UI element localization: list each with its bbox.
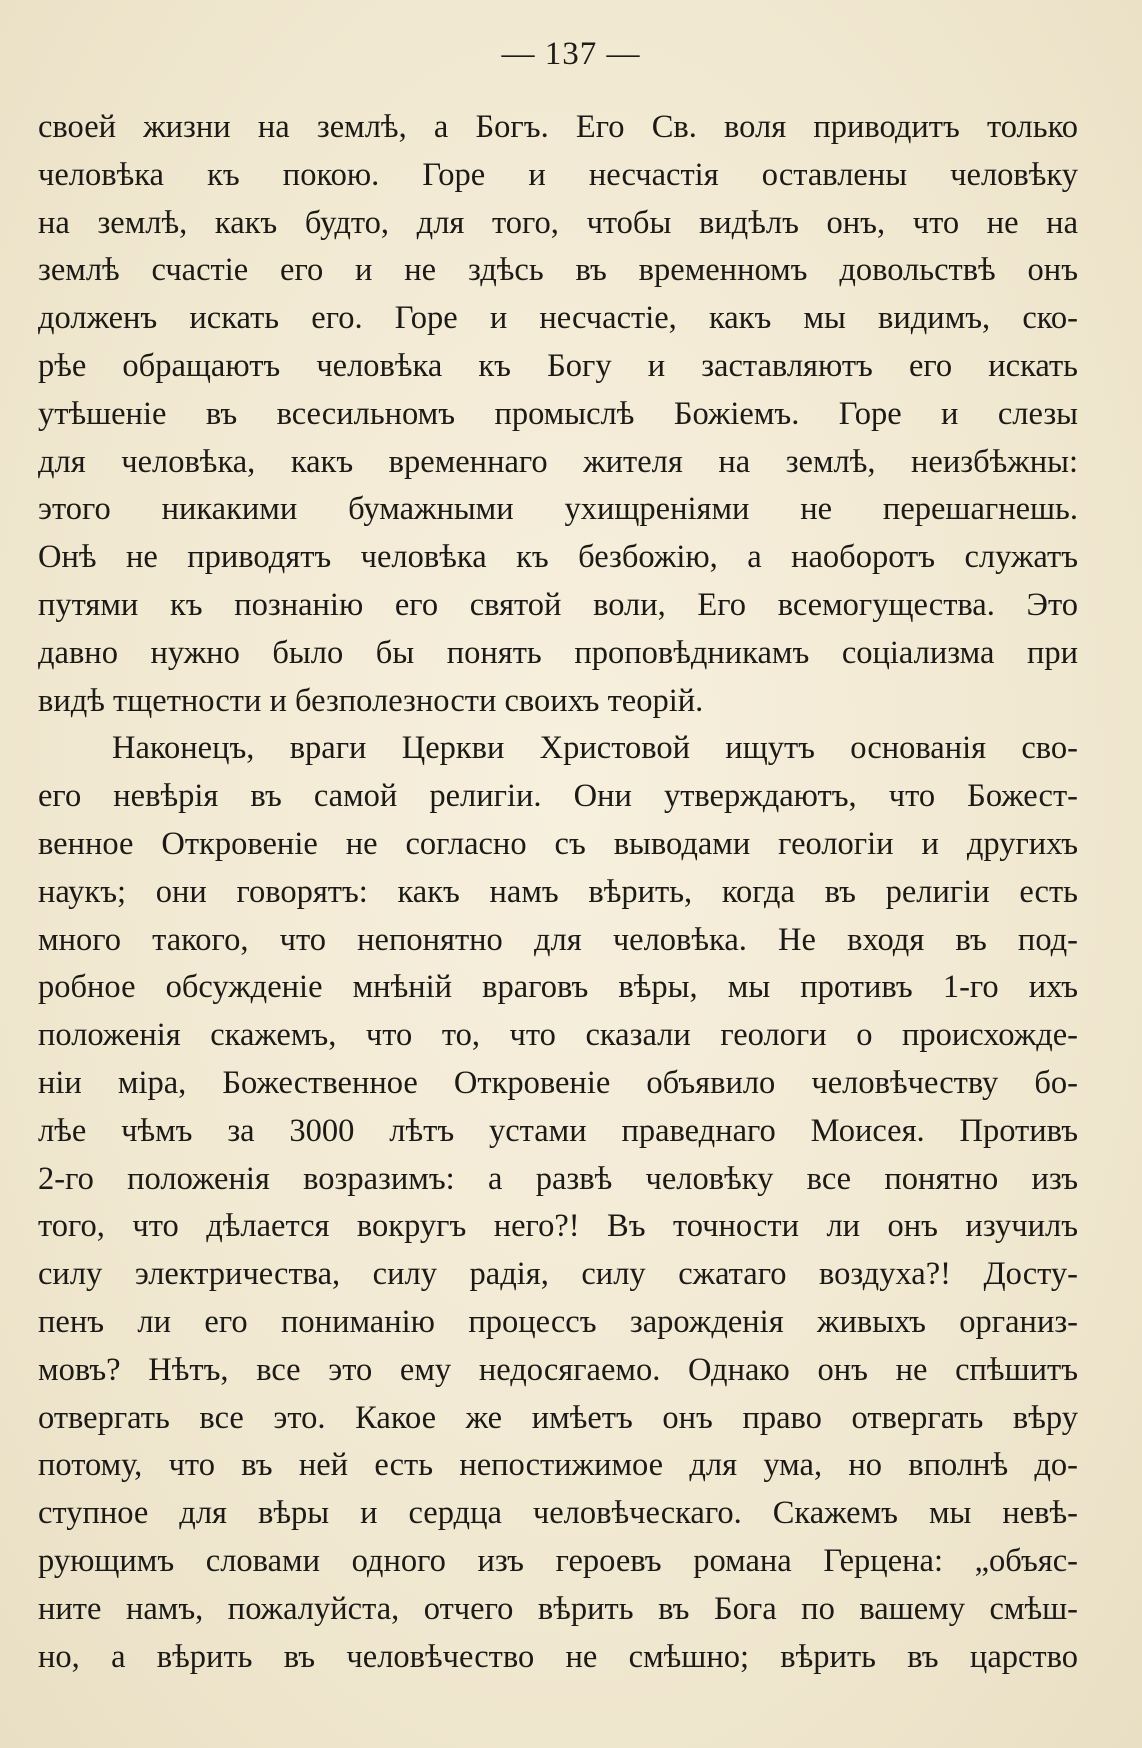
body-text: [38, 104, 1078, 1681]
text-line: потому, что въ ней есть непостижимое для ума, но вполнѣ до-: [38, 1447, 1078, 1484]
text-line: видѣ тщетности и безполезности своихъ теорій.: [38, 682, 704, 719]
text-line: отвергать все это. Какое же имѣетъ онъ право отвергать вѣру: [38, 1399, 1078, 1436]
text-line: лѣе чѣмъ за 3000 лѣтъ устами праведнаго Моисея. Противъ: [38, 1112, 1078, 1149]
text-line: ніи міра, Божественное Откровеніе объявило человѣчеству бо-: [38, 1064, 1078, 1101]
text-line: давно нужно было бы понять проповѣдникамъ соціализма при: [38, 634, 1078, 671]
text-line: путями къ познанію его святой воли, Его всемогущества. Это: [38, 586, 1078, 623]
text-line: робное обсужденіе мнѣній враговъ вѣры, мы противъ 1-го ихъ: [38, 969, 1078, 1006]
text-line: долженъ искать его. Горе и несчастіе, какъ мы видимъ, ско-: [38, 300, 1078, 337]
text-line: этого никакими бумажными ухищреніями не перешагнешь.: [38, 491, 1078, 528]
text-line: Онѣ не приводятъ человѣка къ безбожію, а наоборотъ служатъ: [38, 539, 1078, 576]
text-line: пенъ ли его пониманію процессъ зарожденія живыхъ организ-: [38, 1303, 1078, 1340]
text-line: мовъ? Нѣтъ, все это ему недосягаемо. Однако онъ не спѣшитъ: [38, 1351, 1078, 1388]
paragraph-start-line: Наконецъ, враги Церкви Христовой ищутъ основанія сво-: [112, 730, 1078, 767]
text-line: своей жизни на землѣ, а Богъ. Его Св. воля приводитъ только: [38, 109, 1078, 145]
text-line: утѣшеніе въ всесильномъ промыслѣ Божіемъ. Горе и слезы: [38, 395, 1078, 432]
text-line: силу электричества, силу радія, силу сжатаго воздуха?! Досту-: [38, 1256, 1078, 1293]
text-line: для человѣка, какъ временнаго жителя на землѣ, неизбѣжны:: [38, 443, 1078, 480]
text-line: рѣе обращаютъ человѣка къ Богу и заставляютъ его искать: [38, 347, 1078, 384]
text-line: венное Откровеніе не согласно съ выводами геологіи и другихъ: [38, 825, 1078, 862]
text-line: человѣка къ покою. Горе и несчастія оставлены человѣку: [38, 156, 1078, 193]
page-number: — 137 —: [501, 36, 641, 72]
text-line: много такого, что непонятно для человѣка. Не входя въ под-: [38, 921, 1078, 958]
text-line: землѣ счастіе его и не здѣсь въ временномъ довольствѣ онъ: [38, 252, 1078, 289]
text-line: того, что дѣлается вокругъ него?! Въ точности ли онъ изучилъ: [38, 1208, 1078, 1245]
text-line: ступное для вѣры и сердца человѣческаго. Скажемъ мы невѣ-: [38, 1495, 1078, 1532]
text-line: на землѣ, какъ будто, для того, чтобы видѣлъ онъ, что не на: [38, 204, 1078, 241]
text-line: ните намъ, пожалуйста, отчего вѣрить въ Бога по вашему смѣш-: [38, 1590, 1078, 1627]
text-line: рующимъ словами одного изъ героевъ романа Герцена: „объяс-: [38, 1542, 1078, 1579]
text-line: наукъ; они говорятъ: какъ намъ вѣрить, когда въ религіи есть: [38, 873, 1078, 910]
text-line: но, а вѣрить въ человѣчество не смѣшно; вѣрить въ царство: [38, 1638, 1078, 1675]
text-line: его невѣрія въ самой религіи. Они утверждаютъ, что Божест-: [38, 778, 1078, 815]
text-line: положенія скажемъ, что то, что сказали геологи о происхожде-: [38, 1017, 1078, 1054]
text-line: 2-го положенія возразимъ: а развѣ человѣку все понятно изъ: [38, 1160, 1078, 1197]
